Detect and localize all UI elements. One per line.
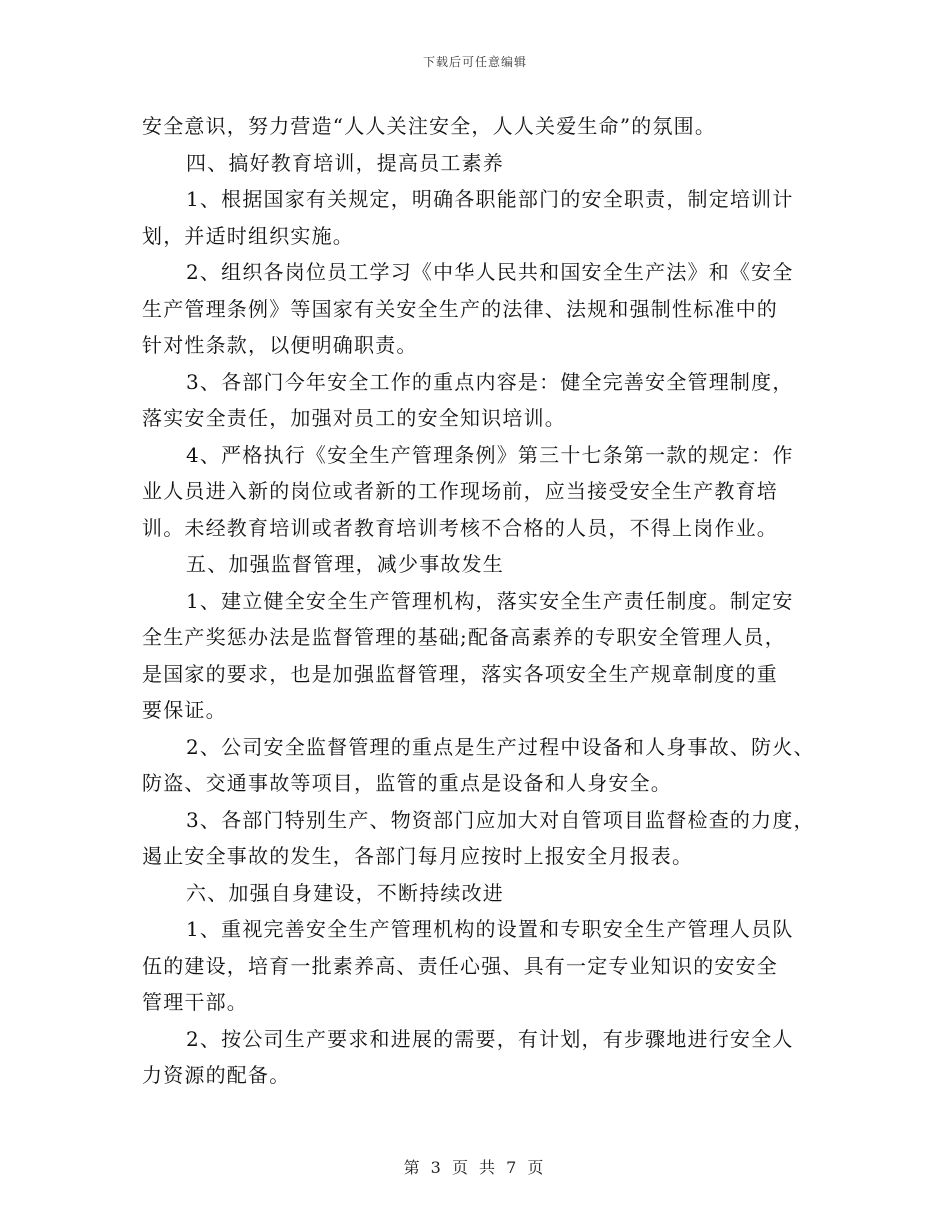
text-line: 遏止安全事故的发生，各部门每月应按时上报安全月报表。 — [142, 844, 694, 868]
section-heading: 六、加强自身建设，不断持续改进 — [186, 880, 504, 905]
document-body — [142, 108, 832, 1094]
text-line: 要保证。 — [142, 698, 227, 722]
header-note: 下载后可任意编辑 — [422, 55, 527, 69]
text-line: 伍的建设，培育一批素养高、责任心强、具有一定专业知识的安安全 — [142, 953, 778, 978]
text-line: 划，并适时组织实施。 — [142, 223, 354, 248]
text-line: 3、各部门特别生产、物资部门应加大对自管项目监督检查的力度， — [186, 807, 815, 832]
text-line: 1、重视完善安全生产管理机构的设置和专职安全生产管理人员队 — [186, 917, 794, 941]
page-number-footer: 第 3 页 共 7 页 — [403, 1158, 547, 1177]
section-heading: 五、加强监督管理，减少事故发生 — [186, 552, 504, 576]
text-line: 2、按公司生产要求和进展的需要，有计划，有步骤地进行安全人 — [186, 1026, 794, 1051]
text-line: 4、严格执行《安全生产管理条例》第三十七条第一款的规定：作 — [186, 442, 794, 467]
text-line: 2、公司安全监督管理的重点是生产过程中设备和人身事故、防火、 — [186, 734, 815, 759]
section-heading: 四、搞好教育培训，提高员工素养 — [186, 150, 504, 175]
text-line: 防盗、交通事故等项目，监管的重点是设备和人身安全。 — [142, 771, 672, 795]
text-line: 3、各部门今年安全工作的重点内容是：健全完善安全管理制度， — [186, 369, 794, 394]
text-line: 安全意识，努力营造“人人关注安全，人人关爱生命”的氛围。 — [142, 114, 717, 138]
text-line: 落实安全责任，加强对员工的安全知识培训。 — [142, 406, 566, 430]
text-line: 生产管理条例》等国家有关安全生产的法律、法规和强制性标准中的 — [142, 296, 778, 321]
text-line: 针对性条款，以便明确职责。 — [142, 333, 418, 357]
text-line: 力资源的配备。 — [142, 1063, 291, 1087]
text-line: 是国家的要求，也是加强监督管理，落实各项安全生产规章制度的重 — [142, 661, 778, 686]
text-line: 1、根据国家有关规定，明确各职能部门的安全职责，制定培训计 — [186, 187, 794, 211]
text-line: 管理干部。 — [142, 990, 248, 1014]
text-line: 2、组织各岗位员工学习《中华人民共和国安全生产法》和《安全 — [186, 260, 794, 284]
text-line: 全生产奖惩办法是监督管理的基础;配备高素养的专职安全管理人员， — [142, 625, 786, 649]
text-line: 1、建立健全安全生产管理机构，落实安全生产责任制度。制定安 — [186, 588, 794, 613]
text-line: 业人员进入新的岗位或者新的工作现场前，应当接受安全生产教育培 — [142, 479, 778, 503]
text-line: 训。未经教育培训或者教育培训考核不合格的人员，不得上岗作业。 — [142, 515, 778, 540]
